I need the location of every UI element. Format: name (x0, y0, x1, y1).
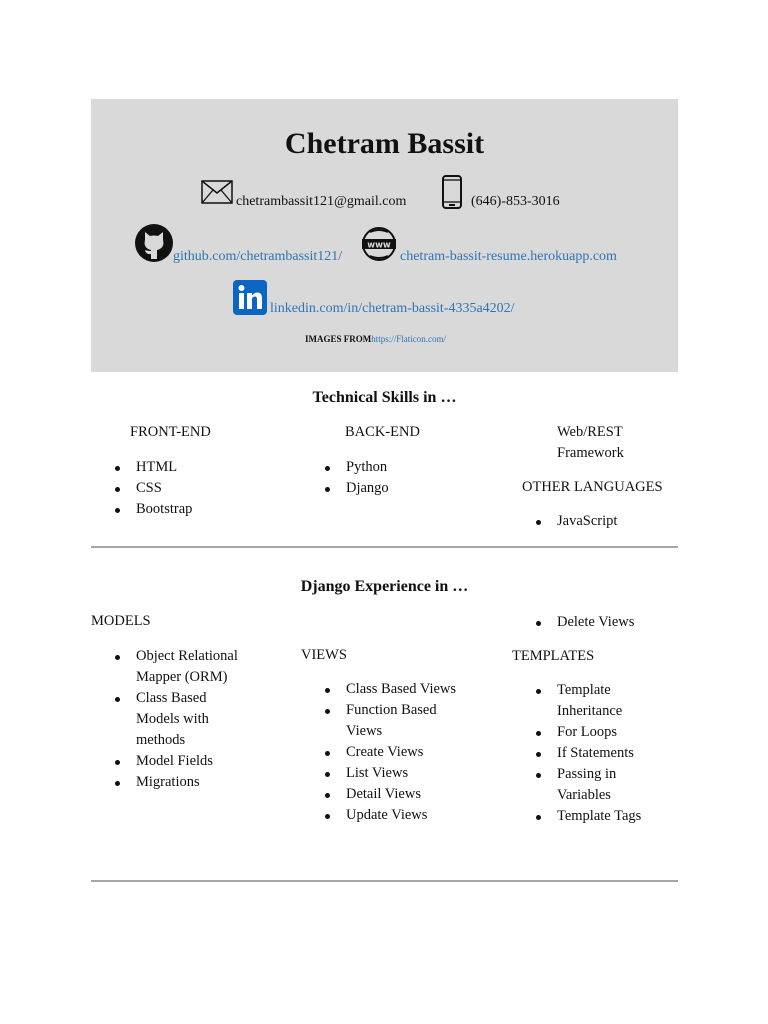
list-item: For Loops (535, 722, 685, 743)
page-title: Chetram Bassit (284, 127, 485, 160)
section-divider (91, 880, 678, 882)
back-end-heading: BACK-END (345, 424, 420, 440)
views-list (324, 679, 494, 826)
templates-heading: TEMPLATES (512, 648, 595, 664)
www-globe-icon (361, 226, 397, 262)
linkedin-icon (233, 280, 267, 315)
list-item: Detail Views (324, 784, 494, 805)
list-item: Migrations (114, 772, 274, 793)
models-list (114, 646, 274, 793)
other-languages-list (535, 511, 617, 532)
list-item: Template Tags (535, 806, 685, 827)
models-heading: MODELS (91, 613, 151, 629)
list-item: Class Based Models with methods (114, 688, 274, 751)
front-end-heading: FRONT-END (130, 424, 211, 440)
section-divider (91, 546, 678, 548)
list-item: Python (324, 457, 389, 478)
list-item: Passing in Variables (535, 764, 685, 806)
email-address[interactable]: chetrambassit121@gmail.com (236, 194, 407, 209)
website-link[interactable]: chetram-bassit-resume.herokuapp.com (400, 249, 617, 264)
flaticon-link[interactable]: https://Flaticon.com/ (371, 334, 446, 344)
views-list-continued (535, 612, 634, 633)
list-item: HTML (114, 457, 192, 478)
github-link[interactable]: github.com/chetrambassit121/ (173, 249, 343, 264)
list-item: Create Views (324, 742, 494, 763)
web-rest-heading-line1: Web/REST (557, 424, 623, 440)
web-rest-heading-line2: Framework (557, 445, 624, 461)
resume-header (91, 99, 678, 372)
technical-skills-title: Technical Skills in … (312, 389, 457, 406)
list-item: List Views (324, 763, 494, 784)
list-item: Model Fields (114, 751, 274, 772)
front-end-list (114, 457, 192, 520)
views-heading: VIEWS (301, 647, 347, 663)
list-item: Bootstrap (114, 499, 192, 520)
phone-number: (646)-853-3016 (471, 194, 560, 209)
github-icon (134, 223, 174, 263)
list-item: Template Inheritance (535, 680, 685, 722)
list-item: JavaScript (535, 511, 617, 532)
list-item: Object Relational Mapper (ORM) (114, 646, 274, 688)
list-item: Class Based Views (324, 679, 494, 700)
envelope-icon (201, 180, 233, 204)
list-item: Function Based Views (324, 700, 494, 742)
list-item: Django (324, 478, 389, 499)
list-item: Update Views (324, 805, 494, 826)
list-item: Delete Views (535, 612, 634, 633)
list-item: If Statements (535, 743, 685, 764)
svg-text:www: www (367, 240, 391, 251)
list-item: CSS (114, 478, 192, 499)
phone-icon (441, 175, 463, 209)
image-credit-label: IMAGES FROM (305, 334, 372, 344)
linkedin-link[interactable]: linkedin.com/in/chetram-bassit-4335a4202/ (270, 301, 515, 316)
image-credit (305, 334, 446, 344)
other-languages-heading: OTHER LANGUAGES (522, 479, 663, 495)
back-end-list (324, 457, 389, 499)
templates-list (535, 680, 685, 827)
django-experience-title: Django Experience in … (300, 578, 469, 595)
